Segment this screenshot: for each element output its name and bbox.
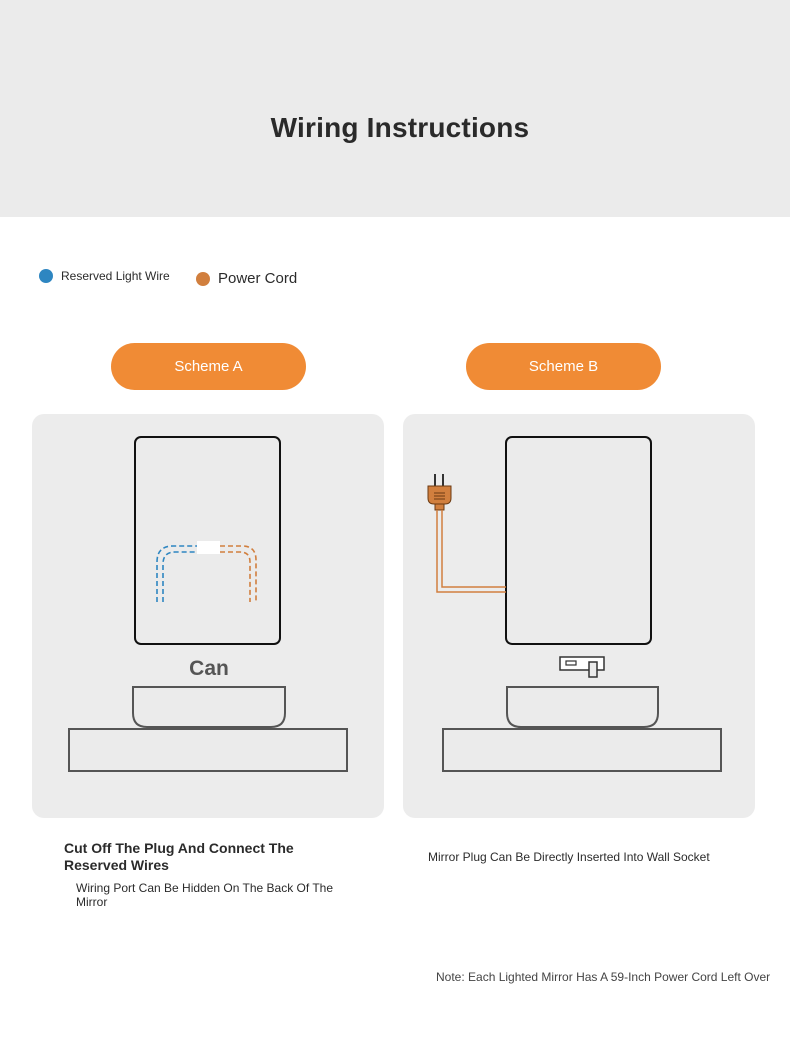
mirror-outline: [135, 437, 280, 644]
blue-dot-icon: [39, 269, 53, 283]
scheme-b-badge: Scheme B: [466, 343, 661, 390]
legend-label: Power Cord: [218, 270, 298, 287]
scheme-a-badge: Scheme A: [111, 343, 306, 390]
scheme-b-illustration: [403, 414, 755, 818]
mirror-outline: [506, 437, 651, 644]
scheme-a-caption: Cut Off The Plug And Connect The Reserved Wires: [64, 840, 294, 873]
cabinet-base: [507, 687, 658, 727]
header-banner: [0, 0, 790, 217]
scheme-a-illustration: [32, 414, 384, 818]
scheme-b-diagram: [403, 414, 755, 818]
footer-note: Note: Each Lighted Mirror Has A 59-Inch Power Cord Left Over: [436, 970, 771, 984]
wall-socket-icon: [560, 657, 604, 677]
power-plug-icon: [428, 474, 451, 510]
cabinet-base: [133, 687, 285, 727]
junction-box-label: Can: [189, 657, 229, 680]
counter-block: [69, 729, 347, 771]
legend-label: Reserved Light Wire: [61, 269, 170, 283]
legend-item-reserved-light-wire: [39, 269, 170, 283]
page-title: Wiring Instructions: [270, 112, 530, 143]
scheme-a-subcaption: Wiring Port Can Be Hidden On The Back Of The Mirror: [76, 881, 334, 909]
orange-dot-icon: [196, 272, 210, 286]
legend-item-power-cord: [196, 270, 297, 287]
scheme-b-caption: Mirror Plug Can Be Directly Inserted Into Wall Socket: [428, 850, 710, 864]
scheme-a-diagram: [32, 414, 384, 818]
counter-block: [443, 729, 721, 771]
power-cord-icon: [437, 510, 506, 592]
wire-junction-box: [197, 541, 220, 554]
